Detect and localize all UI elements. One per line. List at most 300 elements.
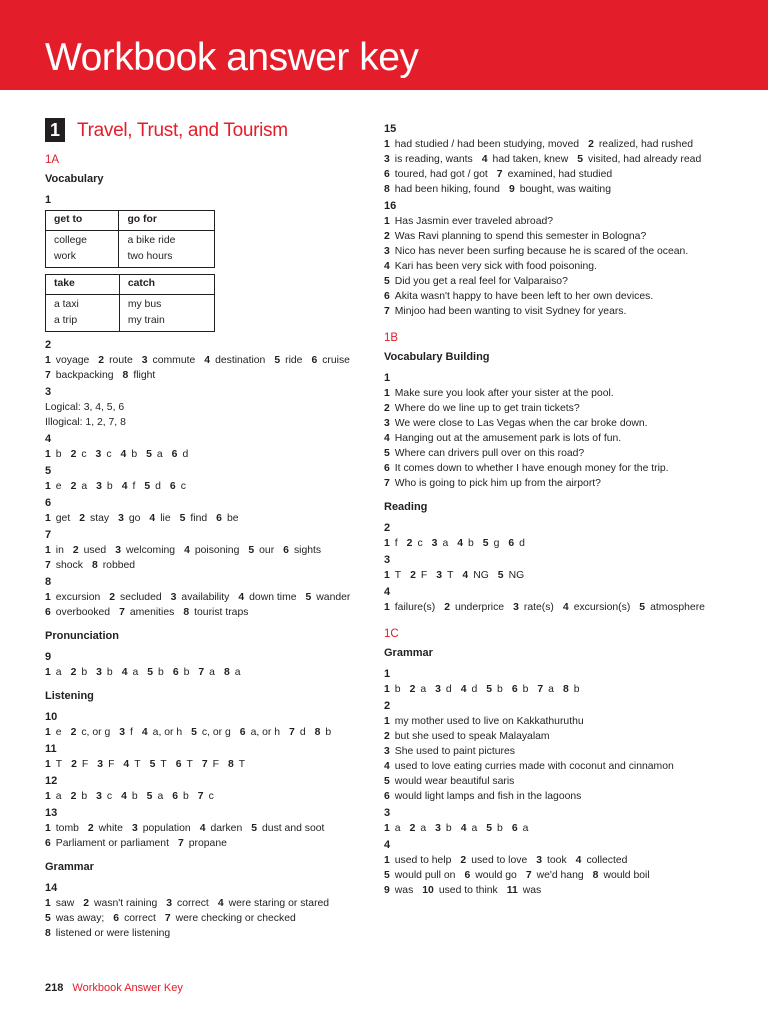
exercise-group — [384, 199, 714, 319]
answer-item — [311, 353, 350, 368]
item-answer: a — [81, 481, 88, 492]
answer-line — [384, 853, 714, 868]
answer-item — [508, 536, 525, 551]
item-number: 4 — [462, 570, 469, 581]
answer-item — [115, 543, 175, 558]
unit-title: Travel, Trust, and Tourism — [77, 119, 288, 141]
section-heading: Vocabulary — [45, 173, 104, 185]
answer-item — [178, 836, 227, 851]
item-number: 1 — [45, 727, 51, 738]
item-answer: voyage — [55, 355, 90, 366]
item-answer: Where can drivers pull over on this road? — [394, 448, 585, 459]
item-number: 3 — [384, 154, 390, 165]
item-answer: c — [180, 481, 186, 492]
item-answer: secluded — [120, 592, 162, 603]
item-number: 7 — [45, 560, 51, 571]
exercise — [45, 385, 365, 430]
item-number: 1 — [45, 481, 51, 492]
item-answer: flight — [133, 370, 156, 381]
answer-item — [577, 152, 701, 167]
exercise-number: 1 — [384, 668, 391, 680]
answer-item — [513, 600, 554, 615]
answer-item — [71, 789, 88, 804]
exercise-group — [384, 521, 714, 551]
lesson-label: 1C — [384, 628, 399, 640]
answer-item — [45, 926, 170, 941]
item-answer: a — [442, 538, 449, 549]
item-answer: would wear beautiful saris — [394, 776, 515, 787]
answer-item — [384, 386, 614, 401]
item-number: 2 — [71, 759, 77, 770]
answer-line — [45, 605, 365, 620]
item-answer: was — [394, 885, 414, 896]
exercise-number: 4 — [384, 586, 391, 598]
item-number: 1 — [45, 355, 51, 366]
item-number: 6 — [508, 538, 515, 549]
item-number: 3 — [118, 513, 124, 524]
exercise — [45, 710, 365, 740]
exercise — [384, 699, 714, 804]
answer-line: Logical: 3, 4, 5, 6 — [45, 402, 125, 413]
item-answer: e — [55, 481, 62, 492]
answer-item — [45, 821, 79, 836]
table-cell — [119, 295, 214, 332]
answer-item — [289, 725, 306, 740]
section-heading: Reading — [384, 501, 428, 513]
item-answer: failure(s) — [394, 602, 436, 613]
answer-item — [283, 543, 321, 558]
item-answer: d — [519, 538, 525, 549]
item-answer: used — [83, 545, 107, 556]
item-number: 7 — [197, 791, 204, 802]
exercise-number: 3 — [384, 807, 391, 819]
item-answer: c, or g — [81, 727, 111, 738]
item-answer: NG — [473, 570, 489, 581]
item-number: 1 — [384, 538, 390, 549]
item-number: 4 — [575, 855, 582, 866]
header-banner — [0, 0, 768, 90]
exercise — [45, 496, 365, 526]
item-answer: lie — [160, 513, 171, 524]
answer-item — [384, 568, 401, 583]
item-number: 5 — [639, 602, 646, 613]
answer-item — [45, 789, 62, 804]
item-number: 5 — [486, 684, 493, 695]
item-answer: used to think — [438, 885, 498, 896]
exercise — [384, 553, 714, 583]
answer-item — [176, 757, 193, 772]
answer-item — [498, 568, 524, 583]
answer-line — [384, 289, 714, 304]
item-number: 4 — [184, 545, 190, 556]
item-number: 2 — [384, 731, 390, 742]
item-number: 6 — [45, 607, 51, 618]
item-answer: c — [106, 791, 113, 802]
item-answer: had been hiking, found — [394, 184, 500, 195]
item-number: 11 — [506, 885, 518, 896]
exercise-number: 13 — [45, 807, 58, 819]
section-heading: Grammar — [384, 647, 433, 659]
item-answer: cruise — [322, 355, 350, 366]
answer-item — [536, 853, 566, 868]
exercise-number: 3 — [384, 554, 391, 566]
item-number: 3 — [119, 727, 125, 738]
answer-item — [109, 590, 161, 605]
answer-item — [507, 883, 541, 898]
item-number: 2 — [70, 481, 77, 492]
exercise — [45, 432, 365, 462]
answer-item — [96, 447, 112, 462]
table-cell — [119, 231, 215, 268]
item-number: 4 — [481, 154, 488, 165]
item-answer: visited, had already read — [588, 154, 702, 165]
item-answer: a — [548, 684, 554, 695]
item-answer: tourist traps — [194, 607, 249, 618]
item-number: 3 — [435, 684, 441, 695]
item-number: 1 — [384, 684, 390, 695]
item-number: 2 — [384, 231, 390, 242]
exercise-number: 6 — [45, 497, 52, 509]
item-answer: stay — [90, 513, 110, 524]
answer-item — [166, 896, 209, 911]
item-answer: Make sure you look after your sister at the pool. — [394, 388, 614, 399]
item-number: 2 — [460, 855, 467, 866]
item-answer: Where do we line up to get train tickets? — [394, 403, 580, 414]
answer-line — [45, 665, 365, 680]
answer-line — [384, 401, 714, 416]
item-number: 4 — [384, 433, 390, 444]
item-answer: c — [417, 538, 423, 549]
item-answer: dust and soot — [262, 823, 325, 834]
item-answer: a — [420, 823, 427, 834]
answer-item — [142, 353, 196, 368]
answer-item — [384, 401, 580, 416]
answer-item — [512, 821, 529, 836]
item-number: 4 — [120, 449, 127, 460]
item-number: 1 — [384, 216, 390, 227]
item-number: 3 — [435, 823, 441, 834]
answer-line — [384, 152, 714, 167]
answer-item — [444, 600, 504, 615]
exercise — [45, 464, 365, 494]
answer-item — [462, 568, 488, 583]
answer-line — [45, 479, 365, 494]
item-answer: go — [128, 513, 141, 524]
answer-item — [45, 447, 62, 462]
exercise — [45, 774, 365, 804]
answer-line — [384, 821, 714, 836]
item-answer: b — [573, 684, 580, 695]
cell-line: work — [54, 250, 76, 262]
item-number: 8 — [227, 759, 234, 770]
answer-item — [486, 682, 503, 697]
answer-item — [150, 757, 167, 772]
answer-item — [410, 568, 427, 583]
item-number: 1 — [384, 855, 390, 866]
answer-line — [384, 774, 714, 789]
item-answer: poisoning — [194, 545, 240, 556]
item-number: 6 — [311, 355, 318, 366]
item-number: 6 — [511, 684, 518, 695]
answer-line — [384, 744, 714, 759]
item-answer: b — [522, 684, 529, 695]
answer-item — [563, 600, 630, 615]
exercise-group — [45, 710, 365, 851]
exercise-number: 1 — [45, 194, 52, 206]
exercise-number: 15 — [384, 123, 397, 135]
item-number: 3 — [95, 449, 102, 460]
item-number: 2 — [409, 684, 416, 695]
exercise-group — [45, 338, 365, 620]
cell-line: my bus — [127, 299, 162, 310]
item-number: 3 — [436, 570, 443, 581]
answer-item — [248, 543, 274, 558]
item-number: 7 — [525, 870, 532, 881]
item-answer: b — [131, 449, 138, 460]
item-answer: Who is going to pick him up from the airport? — [394, 478, 601, 489]
item-number: 3 — [96, 791, 102, 802]
item-answer: backpacking — [55, 370, 114, 381]
item-number: 7 — [289, 727, 295, 738]
item-number: 1 — [384, 602, 390, 613]
item-answer: used to help — [394, 855, 452, 866]
item-number: 4 — [238, 592, 245, 603]
answer-item — [45, 558, 83, 573]
item-number: 2 — [83, 898, 90, 909]
cell-line: a taxi — [54, 299, 79, 310]
item-answer: b — [183, 667, 190, 678]
exercise-number: 7 — [45, 529, 52, 541]
answer-item — [482, 152, 568, 167]
answer-item — [71, 665, 88, 680]
item-number: 9 — [508, 184, 515, 195]
item-number: 6 — [216, 513, 222, 524]
item-number: 3 — [115, 545, 121, 556]
item-number: 5 — [274, 355, 281, 366]
exercise-number: 10 — [45, 711, 58, 723]
answer-item — [92, 558, 135, 573]
answer-item — [88, 821, 123, 836]
item-answer: b — [394, 684, 401, 695]
item-answer: T — [447, 570, 454, 581]
item-answer: b — [183, 791, 189, 802]
item-answer: a — [394, 823, 401, 834]
answer-item — [384, 244, 688, 259]
answer-item — [274, 353, 302, 368]
item-number: 7 — [119, 607, 125, 618]
item-answer: f — [130, 727, 133, 738]
answer-item — [240, 725, 280, 740]
exercise-group — [45, 650, 365, 680]
item-number: 7 — [164, 913, 171, 924]
item-answer: were staring or stared — [228, 898, 330, 909]
item-number: 4 — [141, 727, 148, 738]
item-answer: c — [208, 791, 214, 802]
item-number: 2 — [410, 570, 416, 581]
item-answer: a — [156, 449, 163, 460]
item-number: 6 — [45, 838, 51, 849]
answer-item — [384, 416, 648, 431]
item-number: 1 — [45, 592, 51, 603]
answer-line — [384, 304, 714, 319]
item-number: 4 — [217, 898, 224, 909]
item-answer: Parliament or parliament — [55, 838, 169, 849]
answer-item — [45, 590, 100, 605]
item-answer: d — [471, 684, 478, 695]
item-answer: Kari has been very sick with food poisoning. — [394, 261, 597, 272]
answer-line — [384, 431, 714, 446]
answer-item — [384, 789, 581, 804]
answer-item — [461, 821, 478, 836]
item-number: 6 — [175, 759, 182, 770]
item-number: 5 — [144, 481, 151, 492]
answer-item — [45, 511, 70, 526]
item-answer: availability — [181, 592, 230, 603]
item-answer: a, or h — [152, 727, 183, 738]
item-answer: sights — [293, 545, 322, 556]
item-answer: a — [209, 667, 215, 678]
item-answer: in — [55, 545, 64, 556]
item-number: 2 — [87, 823, 94, 834]
item-number: 7 — [384, 306, 390, 317]
item-answer: Minjoo had been wanting to visit Sydney for years. — [394, 306, 627, 317]
item-answer: d — [299, 727, 306, 738]
answer-line — [45, 757, 365, 772]
item-answer: is reading, wants — [394, 154, 473, 165]
answer-item — [384, 431, 621, 446]
item-answer: She used to paint pictures — [394, 746, 515, 757]
answer-item — [384, 759, 674, 774]
item-number: 4 — [149, 513, 156, 524]
exercise-number: 2 — [45, 339, 52, 351]
right-column — [384, 122, 714, 900]
item-number: 5 — [384, 276, 390, 287]
item-answer: toured, had got / got — [394, 169, 488, 180]
item-number: 10 — [422, 885, 434, 896]
item-number: 8 — [122, 370, 129, 381]
item-number: 3 — [96, 667, 102, 678]
item-number: 3 — [97, 759, 104, 770]
item-answer: used to love eating curries made with coconut and cinnamon — [394, 761, 674, 772]
item-number: 4 — [121, 481, 128, 492]
exercise-group — [384, 806, 714, 836]
vocab-table — [45, 210, 215, 268]
answer-item — [191, 725, 231, 740]
exercise — [384, 585, 714, 615]
item-number: 3 — [96, 481, 102, 492]
answer-item — [384, 446, 584, 461]
answer-item — [384, 304, 626, 319]
item-number: 4 — [384, 261, 390, 272]
answer-line — [384, 259, 714, 274]
item-number: 2 — [79, 513, 86, 524]
item-number: 5 — [146, 449, 152, 460]
item-number: 1 — [45, 759, 51, 770]
item-number: 3 — [384, 746, 390, 757]
item-answer: shock — [55, 560, 83, 571]
item-answer: ride — [285, 355, 303, 366]
item-number: 6 — [511, 823, 518, 834]
answer-line — [384, 137, 714, 152]
item-number: 2 — [70, 667, 77, 678]
item-number: 2 — [109, 592, 116, 603]
answer-item — [486, 821, 503, 836]
answer-line — [384, 729, 714, 744]
item-answer: wander — [316, 592, 351, 603]
answer-item — [97, 757, 114, 772]
item-answer: a — [234, 667, 241, 678]
answer-line — [384, 167, 714, 182]
item-number: 1 — [384, 570, 390, 581]
answer-item — [142, 725, 182, 740]
item-answer: destination — [215, 355, 266, 366]
answer-item — [121, 447, 138, 462]
item-answer: excursion — [55, 592, 101, 603]
item-answer: a — [55, 791, 62, 802]
item-answer: our — [259, 545, 275, 556]
item-number: 4 — [460, 823, 467, 834]
exercise-number: 8 — [45, 576, 52, 588]
answer-item — [537, 682, 554, 697]
item-number: 4 — [121, 791, 127, 802]
answer-item — [96, 479, 113, 494]
item-number: 5 — [179, 513, 186, 524]
answer-item — [132, 821, 191, 836]
answer-line — [45, 368, 365, 383]
item-number: 7 — [201, 759, 208, 770]
answer-item — [407, 536, 423, 551]
item-number: 3 — [384, 246, 390, 257]
answer-line — [384, 182, 714, 197]
answer-item — [588, 137, 693, 152]
item-answer: would boil — [603, 870, 650, 881]
answer-item — [45, 757, 62, 772]
exercise — [45, 742, 365, 772]
table-header: go for — [119, 211, 215, 231]
answer-item — [45, 911, 104, 926]
item-answer: amenities — [129, 607, 175, 618]
answer-item — [71, 447, 87, 462]
answer-item — [171, 590, 230, 605]
item-answer: used to love — [471, 855, 528, 866]
item-answer: T — [134, 759, 141, 770]
exercise-group — [384, 667, 714, 697]
answer-line: Illogical: 1, 2, 7, 8 — [45, 417, 126, 428]
table-cell — [46, 231, 119, 268]
item-number: 3 — [536, 855, 543, 866]
exercise — [384, 122, 714, 197]
answer-item — [384, 137, 579, 152]
answer-item — [71, 757, 88, 772]
cell-line: my train — [127, 314, 165, 326]
item-number: 1 — [45, 545, 51, 556]
item-number: 6 — [172, 791, 179, 802]
item-answer: would go — [475, 870, 517, 881]
item-number: 1 — [384, 388, 390, 399]
item-answer: b — [497, 684, 503, 695]
item-number: 6 — [283, 545, 289, 556]
item-number: 3 — [384, 418, 390, 429]
answer-item — [45, 605, 110, 620]
exercise-number: 2 — [384, 522, 391, 534]
answer-item — [384, 682, 401, 697]
answer-item — [113, 911, 156, 926]
table-header: take — [46, 275, 120, 295]
item-answer: route — [109, 355, 133, 366]
item-number: 4 — [460, 684, 467, 695]
answer-item — [384, 744, 515, 759]
answer-line — [384, 568, 714, 583]
